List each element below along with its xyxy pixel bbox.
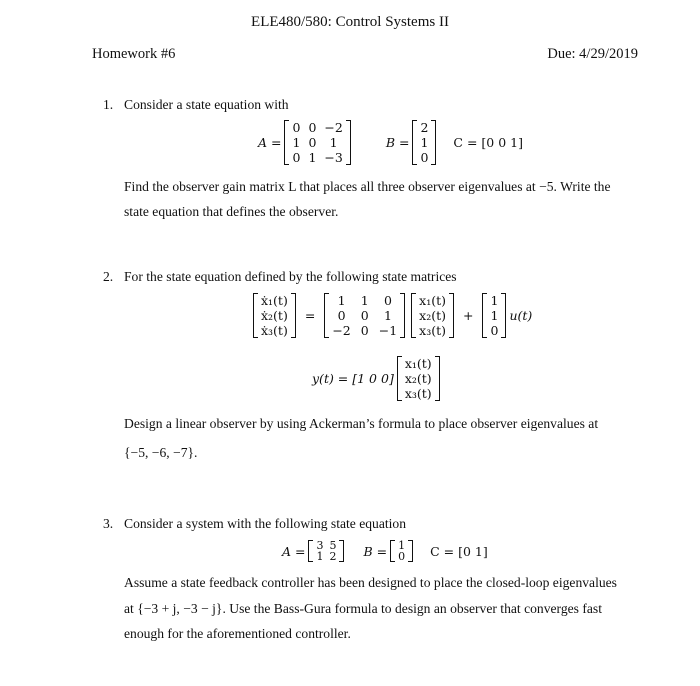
p1-a-cell: 0: [308, 135, 317, 150]
p2-a-cell: 0: [360, 323, 369, 338]
p2-y-label: y(t) = [1 0 0]: [312, 371, 394, 386]
p3-matrix-a: [308, 540, 344, 562]
p3-a-cell: 3: [316, 539, 324, 552]
p2-a-cell: 0: [383, 293, 392, 308]
p3-c-matrix: C = [0 1]: [430, 543, 488, 559]
p2-b-cell: 1: [490, 293, 499, 308]
p2-a-cell: 0: [337, 308, 346, 323]
problem-2-output-equation: [312, 356, 443, 401]
p2-matrix-b: [482, 293, 506, 338]
problem-1-text-line-2: state equation that defines the observer.: [124, 204, 339, 219]
problem-1-text-line-1: Find the observer gain matrix L that places all three observer eigenvalues at −5. Write the: [124, 179, 611, 194]
p2-x-cell: x₁(t): [404, 356, 432, 371]
p1-b-cell: 2: [420, 120, 429, 135]
problem-3-text-line-1: Assume a state feedback controller has been designed to place the closed-loop eigenvalues: [124, 575, 617, 590]
equals-sign: =: [304, 308, 316, 323]
p2-a-cell: −1: [378, 323, 398, 338]
p1-b-cell: 0: [420, 150, 429, 165]
p3-a-cell: 5: [329, 539, 337, 552]
p2-input-u: u(t): [509, 308, 533, 323]
p1-a-cell: 1: [308, 150, 317, 165]
p1-a-cell: 0: [292, 150, 301, 165]
p3-b-label: B =: [363, 543, 388, 559]
problem-2-text-line-2: {−5, −6, −7}.: [124, 445, 198, 460]
problem-3-number: 3.: [103, 516, 114, 531]
p2-a-cell: 1: [383, 308, 392, 323]
p1-matrix-a: [284, 120, 350, 165]
problem-2-text-line-1: Design a linear observer by using Ackerman’s formula to place observer eigenvalues at: [124, 416, 599, 431]
p1-a-cell: 1: [329, 135, 338, 150]
p2-x-cell: x₂(t): [404, 371, 432, 386]
problem-3-text-line-3: enough for the aforementioned controller.: [124, 626, 351, 641]
p1-b-label: B =: [385, 135, 410, 150]
p2-x-vector: [411, 293, 454, 338]
p1-a-cell: 1: [292, 135, 301, 150]
p2-b-cell: 1: [490, 308, 499, 323]
p3-a-cell: 2: [329, 550, 337, 563]
problem-2-number: 2.: [103, 269, 114, 284]
p3-a-cell: 1: [316, 550, 324, 563]
p2-xdot-cell: ẋ₁(t): [261, 293, 288, 308]
p3-a-label: A =: [282, 543, 306, 559]
p2-x-cell: x₁(t): [419, 293, 446, 308]
p2-a-cell: 0: [360, 308, 369, 323]
p2-x-cell: x₂(t): [419, 308, 446, 323]
p3-b-cell: 1: [398, 539, 406, 552]
p1-a-cell: −3: [324, 150, 343, 165]
p1-matrix-b: [412, 120, 436, 165]
p2-x-vector-output: [397, 356, 440, 401]
p3-b-cell: 0: [398, 550, 406, 563]
problem-2-intro: For the state equation defined by the following state matrices: [124, 269, 457, 284]
p2-x-cell: x₃(t): [419, 323, 446, 338]
p1-a-cell: 0: [308, 120, 317, 135]
problem-2-state-equation: [250, 293, 532, 338]
p2-a-cell: 1: [337, 293, 346, 308]
p1-a-cell: −2: [324, 120, 343, 135]
p1-a-cell: 0: [292, 120, 301, 135]
p2-matrix-a: [324, 293, 405, 338]
problem-3-text-line-2: at {−3 + j, −3 − j}. Use the Bass-Gura formula to design an observer that converges fast: [124, 601, 602, 616]
problem-1-intro: Consider a state equation with: [124, 97, 289, 112]
course-title: ELE480/580: Control Systems II: [251, 14, 449, 30]
problem-3-intro: Consider a system with the following state equation: [124, 516, 407, 531]
p1-b-cell: 1: [420, 135, 429, 150]
problem-1-number: 1.: [103, 97, 114, 112]
p2-xdot-cell: ẋ₂(t): [261, 308, 288, 323]
plus-sign: +: [463, 308, 474, 323]
due-date: Due: 4/29/2019: [547, 46, 638, 62]
p3-matrix-b: [390, 540, 413, 562]
homework-label: Homework #6: [92, 46, 176, 62]
p2-x-cell: x₃(t): [404, 386, 432, 401]
p2-b-cell: 0: [490, 323, 499, 338]
p2-xdot-cell: ẋ₃(t): [261, 323, 288, 338]
problem-1-equation: [258, 120, 523, 165]
p2-xdot-vector: [253, 293, 296, 338]
problem-3-equation: [282, 540, 488, 562]
p1-c-matrix: C = [0 0 1]: [453, 135, 523, 150]
p2-a-cell: 1: [360, 293, 369, 308]
p2-a-cell: −2: [332, 323, 351, 338]
p1-a-label: A =: [258, 135, 282, 150]
